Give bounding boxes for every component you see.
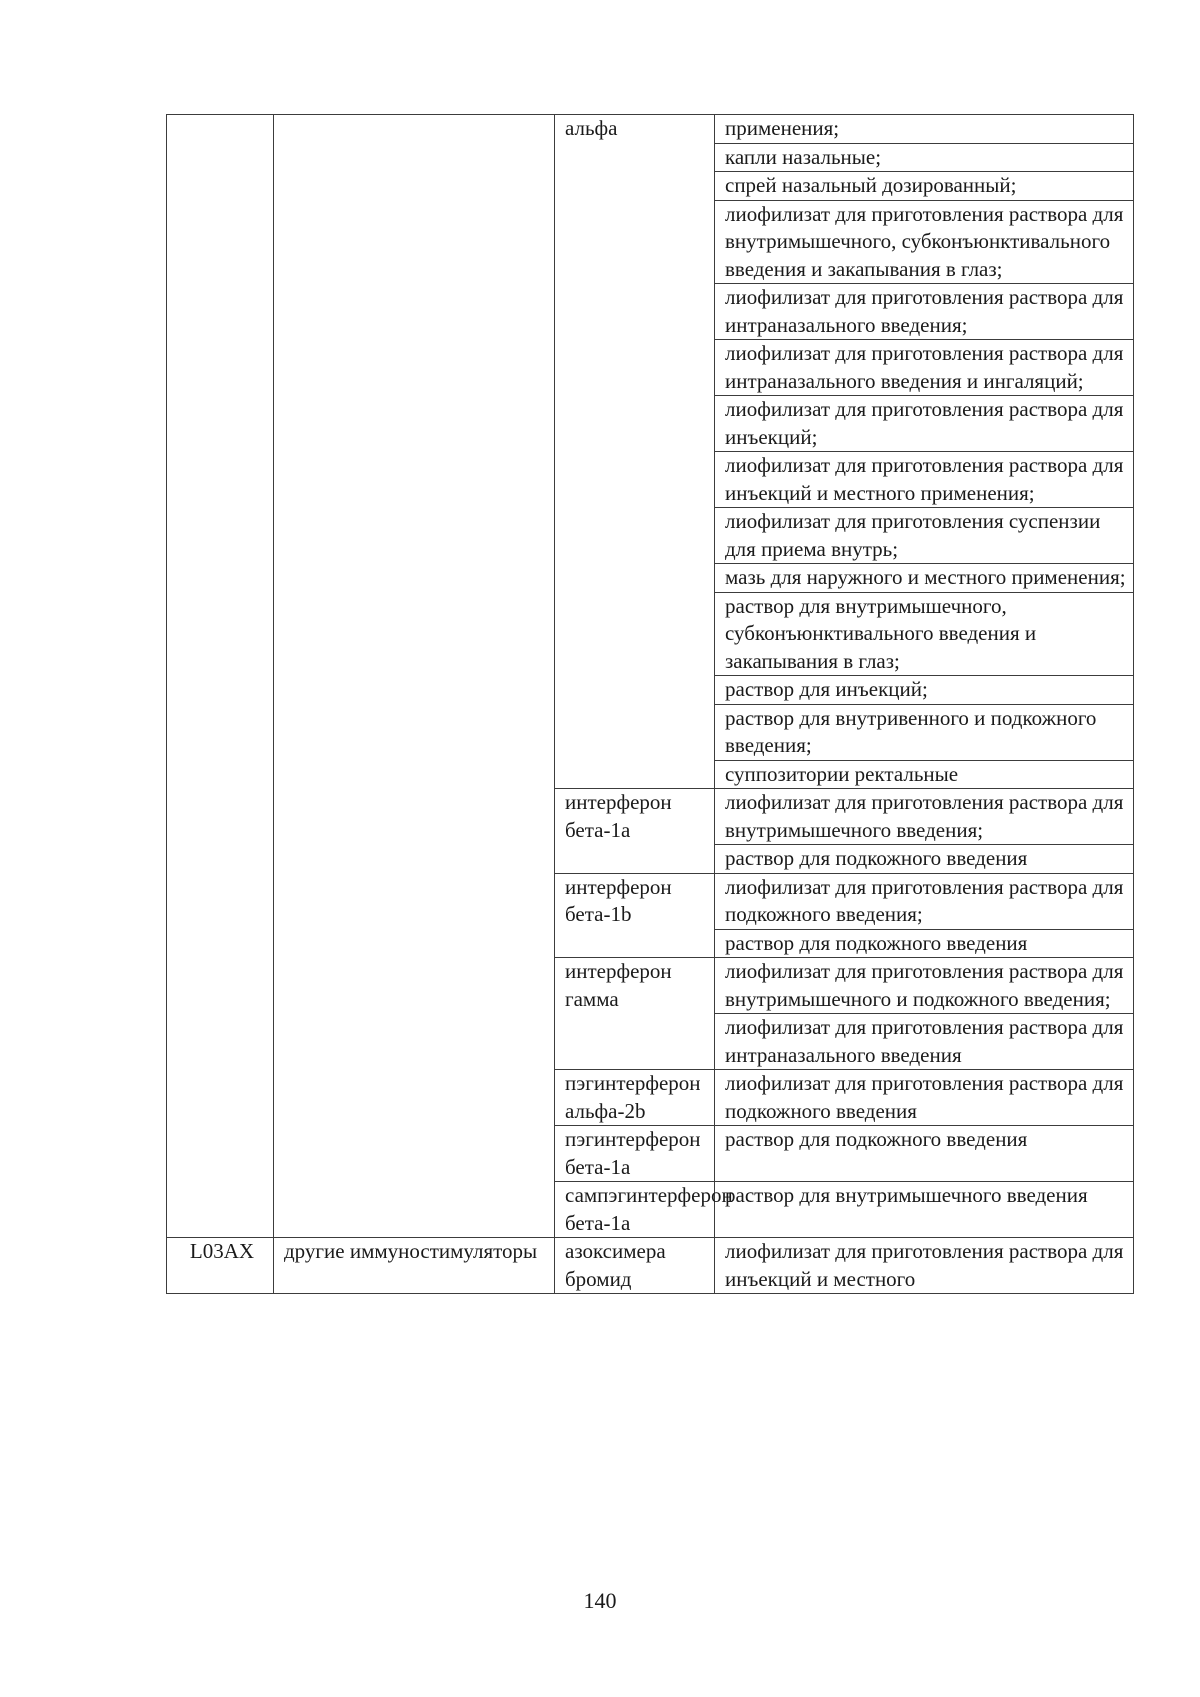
dosage-forms-cell xyxy=(715,789,1134,874)
dosage-form: применения; xyxy=(715,115,1133,144)
dosage-form: лиофилизат для приготовления раствора для инъекций и местного применения; xyxy=(715,452,1133,508)
group-name-cell xyxy=(274,115,555,1238)
dosage-form: лиофилизат для приготовления раствора для интраназального введения xyxy=(725,1015,1124,1067)
substance-cell: интерферон гамма xyxy=(555,958,715,1070)
atc-code-cell xyxy=(167,115,274,1238)
dosage-form: мазь для наружного и местного применения; xyxy=(715,564,1133,593)
table-row xyxy=(167,1238,1134,1294)
dosage-form: раствор для инъекций; xyxy=(715,676,1133,705)
dosage-form: лиофилизат для приготовления раствора для интраназального введения; xyxy=(715,284,1133,340)
dosage-form: лиофилизат для приготовления раствора для внутримышечного, субконъюнктивального введения и закапывания в глаз; xyxy=(715,201,1133,285)
substance-cell: пэгинтерферон бета-1a xyxy=(555,1126,715,1182)
substance-cell: альфа xyxy=(555,115,715,789)
dosage-form: лиофилизат для приготовления раствора для подкожного введения; xyxy=(715,874,1133,930)
dosage-form: раствор для внутривенного и подкожного введения; xyxy=(715,705,1133,761)
dosage-form: спрей назальный дозированный; xyxy=(715,172,1133,201)
dosage-forms-cell xyxy=(715,958,1134,1070)
dosage-form: лиофилизат для приготовления раствора для интраназального введения и ингаляций; xyxy=(715,340,1133,396)
dosage-forms-cell xyxy=(715,1070,1134,1126)
dosage-form: лиофилизат для приготовления раствора для подкожного введения xyxy=(725,1071,1124,1123)
dosage-form: лиофилизат для приготовления раствора для инъекций и местного xyxy=(725,1239,1124,1291)
dosage-form: лиофилизат для приготовления раствора для внутримышечного введения; xyxy=(715,789,1133,845)
dosage-form: раствор для внутримышечного введения xyxy=(725,1183,1088,1207)
substance-cell: сампэгинтерферон бета-1a xyxy=(555,1182,715,1238)
dosage-forms-cell xyxy=(715,115,1134,789)
group-name-cell: другие иммуностимуляторы xyxy=(274,1238,555,1294)
substance-cell: пэгинтерферон альфа-2b xyxy=(555,1070,715,1126)
dosage-form: раствор для подкожного введения xyxy=(725,846,1028,870)
dosage-form: раствор для подкожного введения xyxy=(725,930,1028,955)
dosage-form: лиофилизат для приготовления раствора для внутримышечного и подкожного введения; xyxy=(715,958,1133,1014)
dosage-forms-cell xyxy=(715,873,1134,958)
table-row xyxy=(167,115,1134,789)
dosage-form: лиофилизат для приготовления суспензии для приема внутрь; xyxy=(715,508,1133,564)
dosage-form: лиофилизат для приготовления раствора для инъекций; xyxy=(715,396,1133,452)
dosage-forms-cell xyxy=(715,1182,1134,1238)
dosage-forms-cell xyxy=(715,1126,1134,1182)
substance-cell: интерферон бета-1a xyxy=(555,789,715,874)
medication-table xyxy=(166,114,1134,1294)
dosage-form: раствор для подкожного введения xyxy=(725,1127,1028,1151)
substance-cell: интерферон бета-1b xyxy=(555,873,715,958)
atc-code-cell: L03AX xyxy=(167,1238,274,1294)
dosage-form: капли назальные; xyxy=(715,144,1133,173)
dosage-form: раствор для внутримышечного, субконъюнктивального введения и закапывания в глаз; xyxy=(715,593,1133,677)
dosage-form: суппозитории ректальные xyxy=(725,761,959,786)
page-number: 140 xyxy=(583,1588,617,1613)
substance-cell: азоксимера бромид xyxy=(555,1238,715,1294)
dosage-forms-cell xyxy=(715,1238,1134,1294)
